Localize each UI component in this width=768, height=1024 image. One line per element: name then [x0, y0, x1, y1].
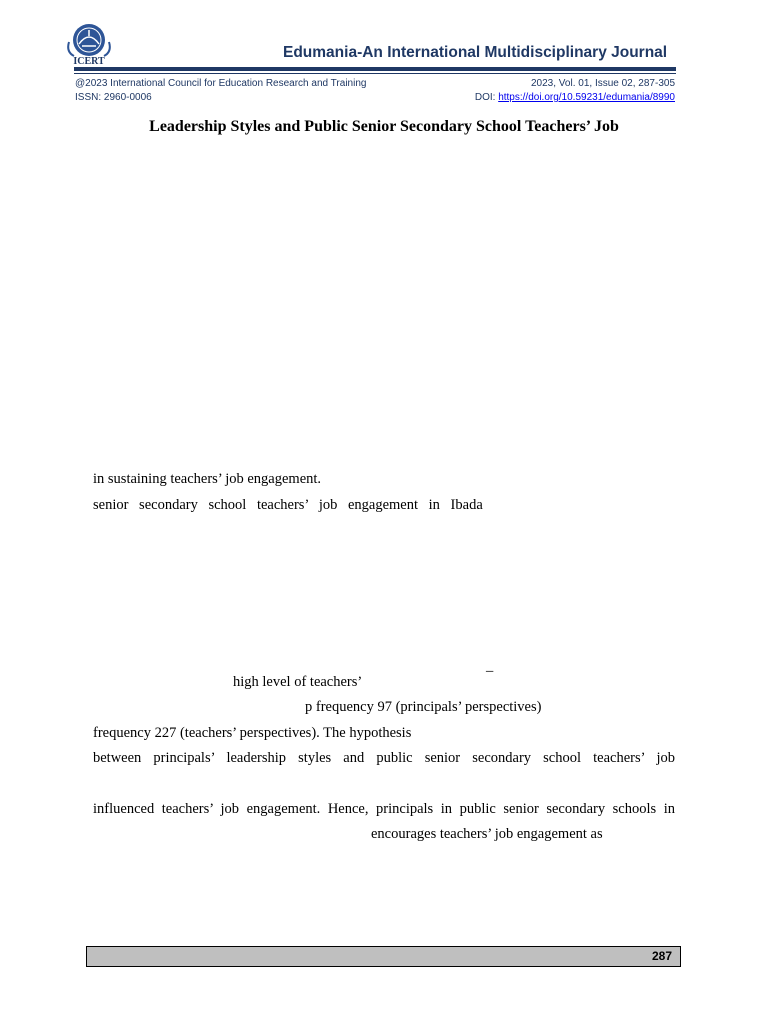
issn-text: ISSN: 2960-0006	[75, 92, 152, 103]
body-line-7: influenced teachers’ job engagement. Hence, principals in public senior secondary schools in	[93, 801, 675, 817]
body-line-5: frequency 227 (teachers’ perspectives). The hypothesis	[93, 725, 412, 741]
header-divider-thin	[74, 73, 676, 74]
header-divider	[74, 67, 676, 71]
doi-label: DOI:	[474, 92, 499, 103]
body-line-8: encourages teachers’ job engagement as	[371, 826, 603, 842]
body-line-2-text: senior secondary school teachers’ job engagement in Ibada	[93, 497, 483, 513]
body-line-6: between principals’ leadership styles and public senior secondary school teachers’ job	[93, 750, 675, 766]
body-line-4: p frequency 97 (principals’ perspectives)	[305, 699, 542, 715]
page-footer	[86, 946, 681, 967]
volume-info: 2023, Vol. 01, Issue 02, 287-305	[531, 78, 675, 89]
icert-logo	[64, 22, 114, 68]
body-line-1: in sustaining teachers’ job engagement.	[93, 471, 322, 487]
journal-title: Edumania-An International Multidisciplinary Journal	[283, 44, 668, 61]
paper-title: Leadership Styles and Public Senior Secondary School Teachers’ Job	[149, 118, 619, 135]
body-line-3: high level of teachers’	[233, 674, 363, 690]
doi-line	[475, 92, 675, 103]
copyright-text: @2023 International Council for Education Research and Training	[75, 78, 367, 89]
logo-wordmark: ICERT	[73, 56, 105, 67]
body-line-2	[93, 496, 483, 514]
dash-mark: –	[486, 663, 494, 679]
page-number: 287	[651, 949, 672, 963]
doi-link[interactable]: https://doi.org/10.59231/edumania/8990	[498, 92, 675, 103]
